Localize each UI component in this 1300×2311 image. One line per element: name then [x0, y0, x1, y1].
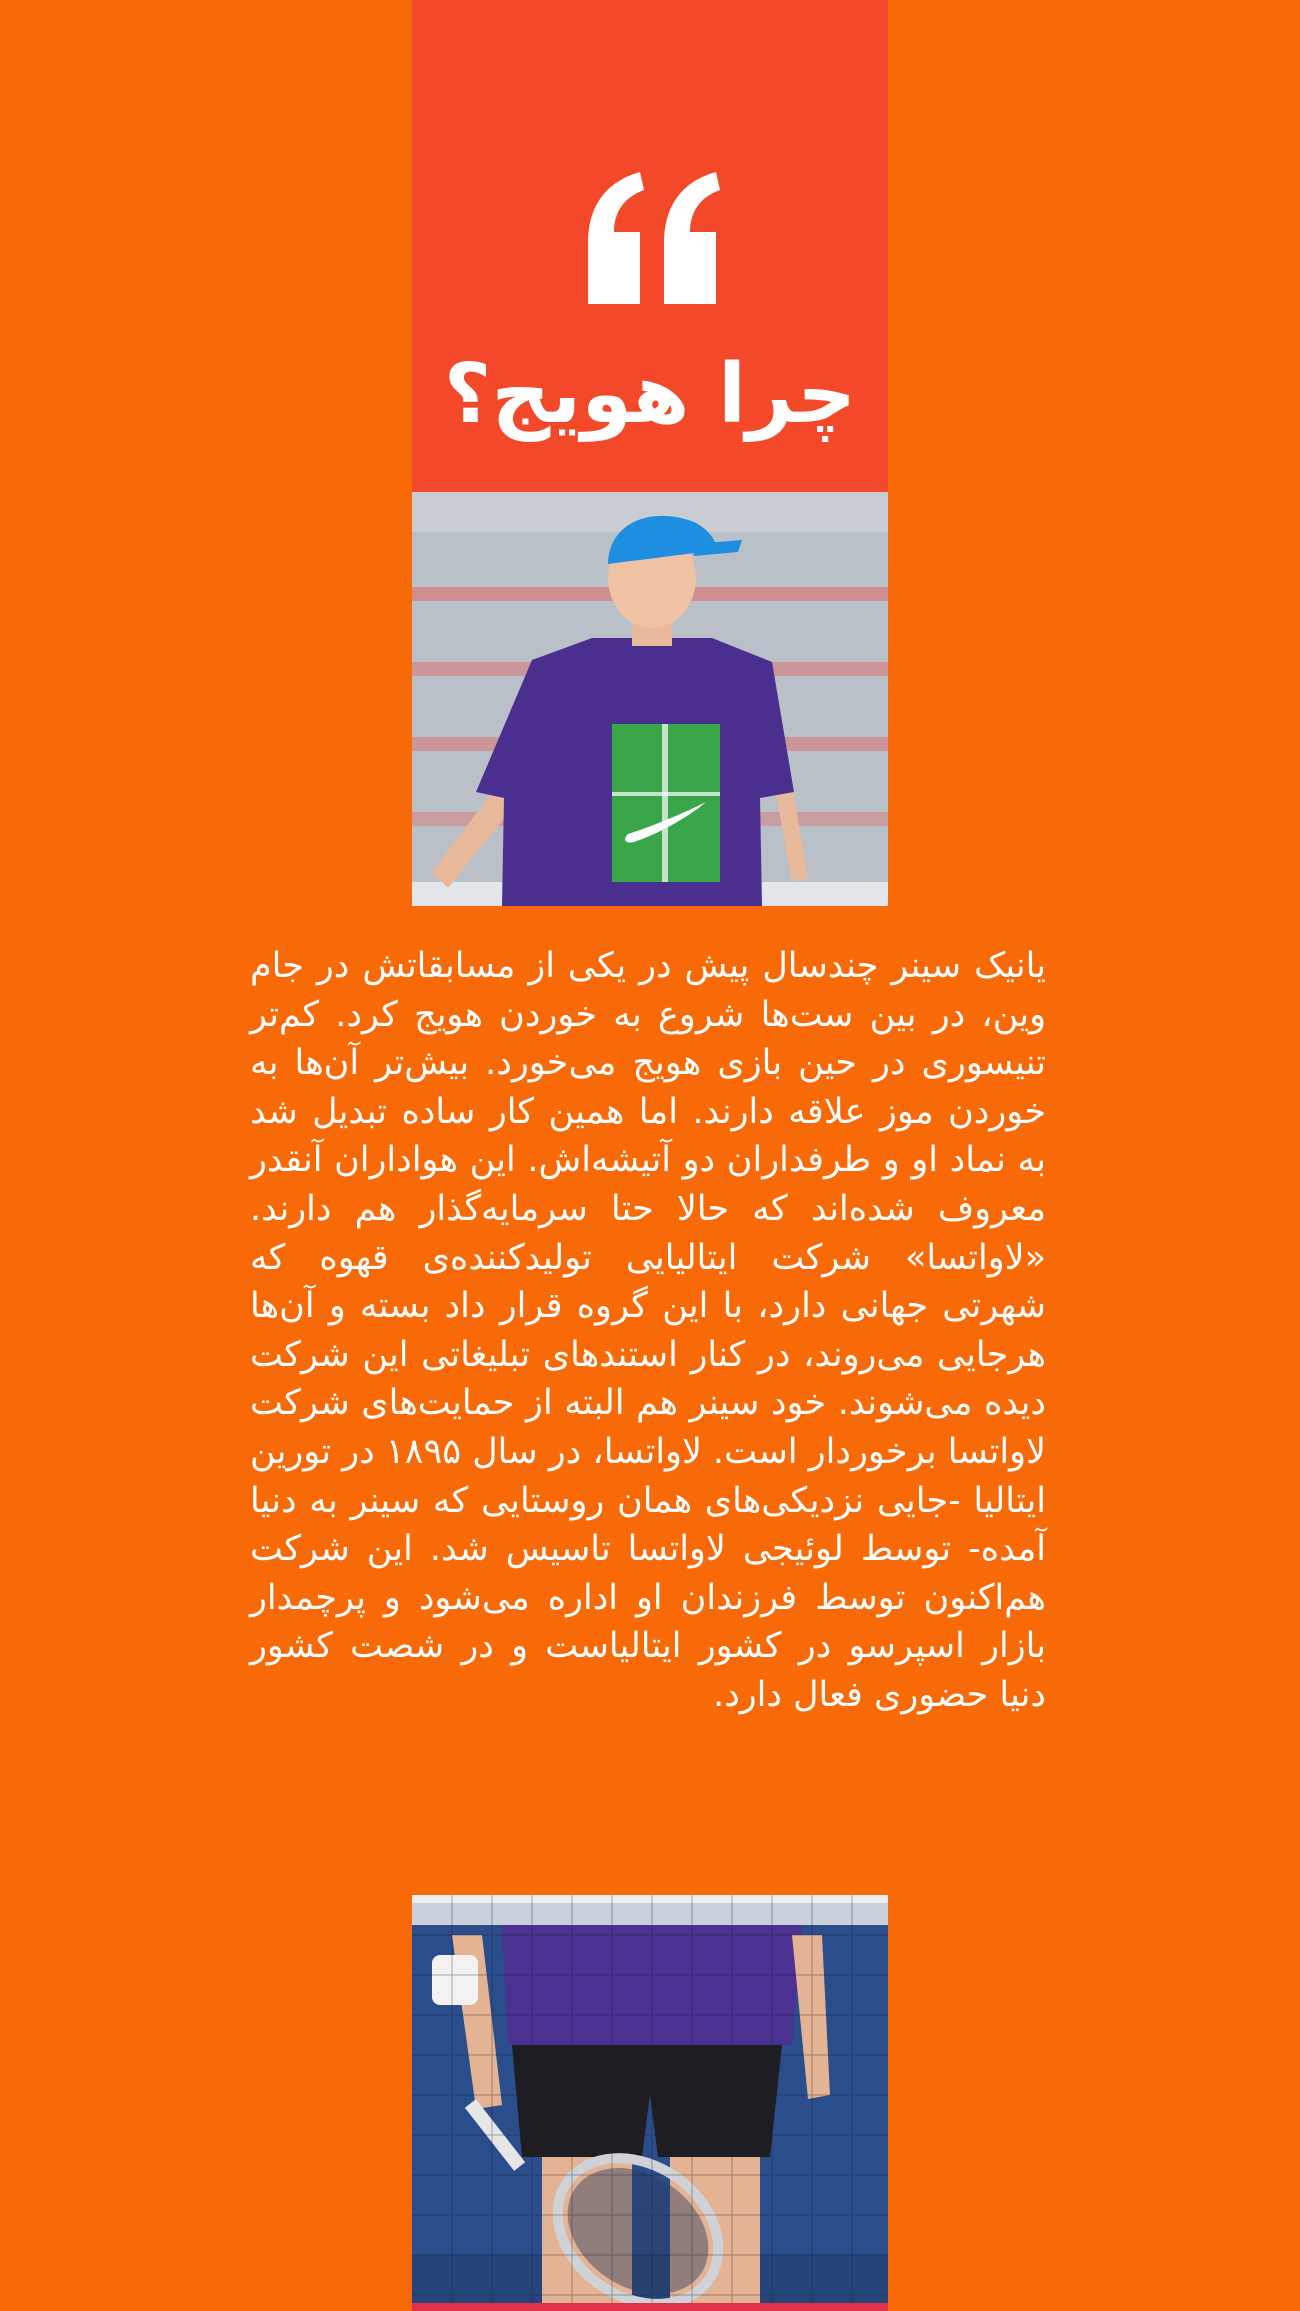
headline: چرا هویج؟ [443, 347, 857, 442]
article-paragraph: یانیک سینر چندسال پیش در یکی از مسابقاتش در جام وین، در بین ست‌ها شروع به خوردن هویج کرد. کم‌تر تنیسوری در حین بازی هویج می‌خورد. بیش‌تر آن‌ها به خوردن موز علاقه دارند. اما همین کار ساده تبدیل شد به نماد او و طرفداران دو آتیشه‌اش. این هواداران آنقدر معروف شده‌اند که حالا حتا سرمایه‌گذار هم دارند. «لاواتسا» شرکت ایتالیایی تولیدکننده‌ی قهوه که شهرتی جهانی دارد، با این گروه قرار داد بسته و آن‌ها هرجایی می‌روند، در کنار استندهای تبلیغاتی این شرکت دیده می‌شوند. خود سینر هم البته از حمایت‌های شرکت لاواتسا برخوردار است. لاواتسا، در سال ۱۸۹۵ در تورین ایتالیا -جایی نزدیکی‌های همان روستایی که سینر به دنیا آمده- توسط لوئیجی لاواتسا تاسیس شد. این شرکت هم‌اکنون توسط فرزندان او اداره می‌شود و پرچمدار بازار اسپرسو در کشور ایتالیاست و در شصت کشور دنیا حضوری فعال دارد. [250, 946, 1046, 1715]
player-smiling-photo [412, 492, 888, 906]
quote-mark-icon [578, 172, 724, 304]
player-holding-racket-photo [412, 1895, 888, 2311]
title-block [412, 0, 888, 492]
